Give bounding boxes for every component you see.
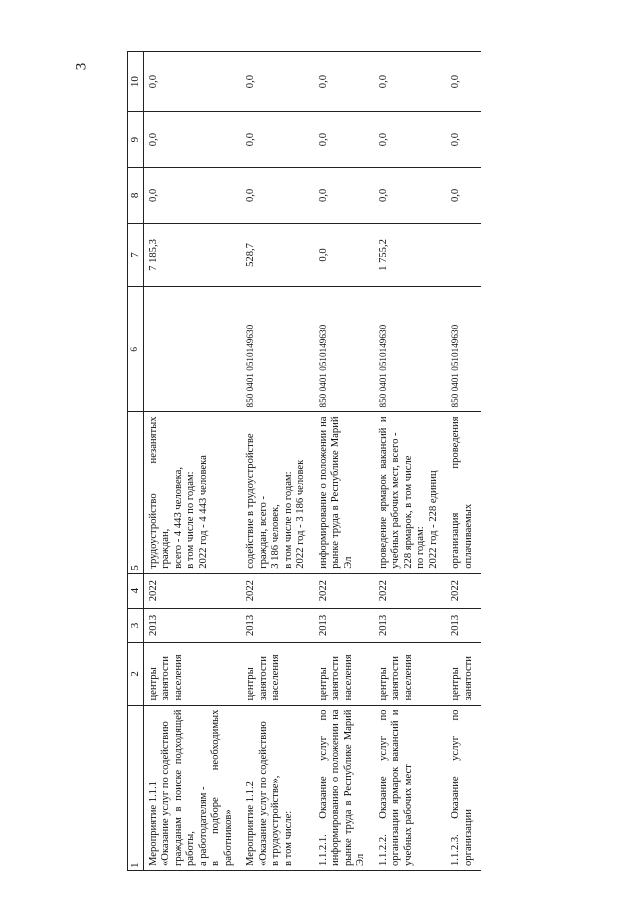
rotated-table-container — [127, 51, 639, 871]
budget-code-cell: 850 0401 0510149630 — [446, 287, 481, 412]
budget-code-cell: 850 0401 0510149630 — [241, 287, 314, 412]
value-cell: 0,0 — [241, 52, 314, 112]
header-cell: 8 — [128, 167, 144, 223]
header-cell: 9 — [128, 112, 144, 168]
value-cell: 0,0 — [314, 112, 374, 168]
header-cell: 5 — [128, 412, 144, 573]
value-cell: 0,0 — [241, 167, 314, 223]
budget-code-cell: 850 0401 0510149630 — [314, 287, 374, 412]
budget-code-cell: 850 0401 0510149630 — [374, 287, 447, 412]
end-year-cell: 2022 — [143, 573, 241, 608]
table-row — [143, 52, 241, 871]
start-year-cell: 2013 — [446, 608, 481, 643]
measure-name-cell: Мероприятие 1.1.2 «Оказание услуг по содействию в трудоустройстве», в том числе: — [241, 705, 314, 870]
header-cell: 1 — [128, 705, 144, 870]
value-cell: 0,0 — [143, 52, 241, 112]
measure-name-cell: 1.1.2.1. Оказание услуг по информированию о положении на рынке труда в Республике Марий Эл — [314, 705, 374, 870]
measure-name-cell: Мероприятие 1.1.1 «Оказание услуг по содействию гражданам в поиске подходящей работы, а работодателям - в подборе необходимых работников» — [143, 705, 241, 870]
measure-name-cell: 1.1.2.3. Оказание услуг по организации — [446, 705, 481, 870]
value-cell: 528,7 — [241, 223, 314, 286]
value-cell — [446, 223, 481, 286]
value-cell: 0,0 — [241, 112, 314, 168]
start-year-cell: 2013 — [241, 608, 314, 643]
end-year-cell: 2022 — [374, 573, 447, 608]
table-row — [374, 52, 447, 871]
budget-code-cell — [143, 287, 241, 412]
page-number: 3 — [73, 62, 90, 71]
program-table — [127, 51, 481, 871]
value-cell: 0,0 — [374, 52, 447, 112]
start-year-cell: 2013 — [314, 608, 374, 643]
result-cell: содействие в трудоустройстве граждан, всего - 3 186 человек, в том числе по годам: 2022 год - 3 186 человек — [241, 412, 314, 573]
header-cell: 6 — [128, 287, 144, 412]
executor-cell: центры занятости — [446, 643, 481, 705]
header-cell: 7 — [128, 223, 144, 286]
value-cell: 0,0 — [143, 112, 241, 168]
table-row — [241, 52, 314, 871]
executor-cell: центры занятости населения — [241, 643, 314, 705]
end-year-cell: 2022 — [241, 573, 314, 608]
executor-cell: центры занятости населения — [143, 643, 241, 705]
start-year-cell: 2013 — [374, 608, 447, 643]
result-cell: проведение ярмарок вакансий и учебных рабочих мест, всего - 228 ярмарок, в том числе по годам: 2022 год - 228 единиц — [374, 412, 447, 573]
end-year-cell: 2022 — [446, 573, 481, 608]
value-cell: 0,0 — [446, 52, 481, 112]
value-cell: 0,0 — [374, 112, 447, 168]
table-row — [446, 52, 481, 871]
value-cell: 7 185,3 — [143, 223, 241, 286]
value-cell: 0,0 — [446, 167, 481, 223]
header-cell: 10 — [128, 52, 144, 112]
result-cell: организация проведения оплачиваемых — [446, 412, 481, 573]
executor-cell: центры занятости населения — [314, 643, 374, 705]
end-year-cell: 2022 — [314, 573, 374, 608]
header-cell: 2 — [128, 643, 144, 705]
value-cell: 0,0 — [314, 167, 374, 223]
measure-name-cell: 1.1.2.2. Оказание услуг по организации ярмарок вакансий и учебных рабочих мест — [374, 705, 447, 870]
value-cell: 0,0 — [143, 167, 241, 223]
header-cell: 3 — [128, 608, 144, 643]
value-cell: 0,0 — [446, 112, 481, 168]
start-year-cell: 2013 — [143, 608, 241, 643]
result-cell: информирование о положении на рынке труда в Республике Марий Эл — [314, 412, 374, 573]
value-cell: 1 755,2 — [374, 223, 447, 286]
result-cell: трудоустройство незанятых граждан, всего - 4 443 человека, в том числе по годам: 2022 год - 4 443 человека — [143, 412, 241, 573]
header-cell: 4 — [128, 573, 144, 608]
table-row — [314, 52, 374, 871]
value-cell: 0,0 — [314, 52, 374, 112]
header-row — [128, 52, 144, 871]
value-cell: 0,0 — [314, 223, 374, 286]
executor-cell: центры занятости населения — [374, 643, 447, 705]
value-cell: 0,0 — [374, 167, 447, 223]
